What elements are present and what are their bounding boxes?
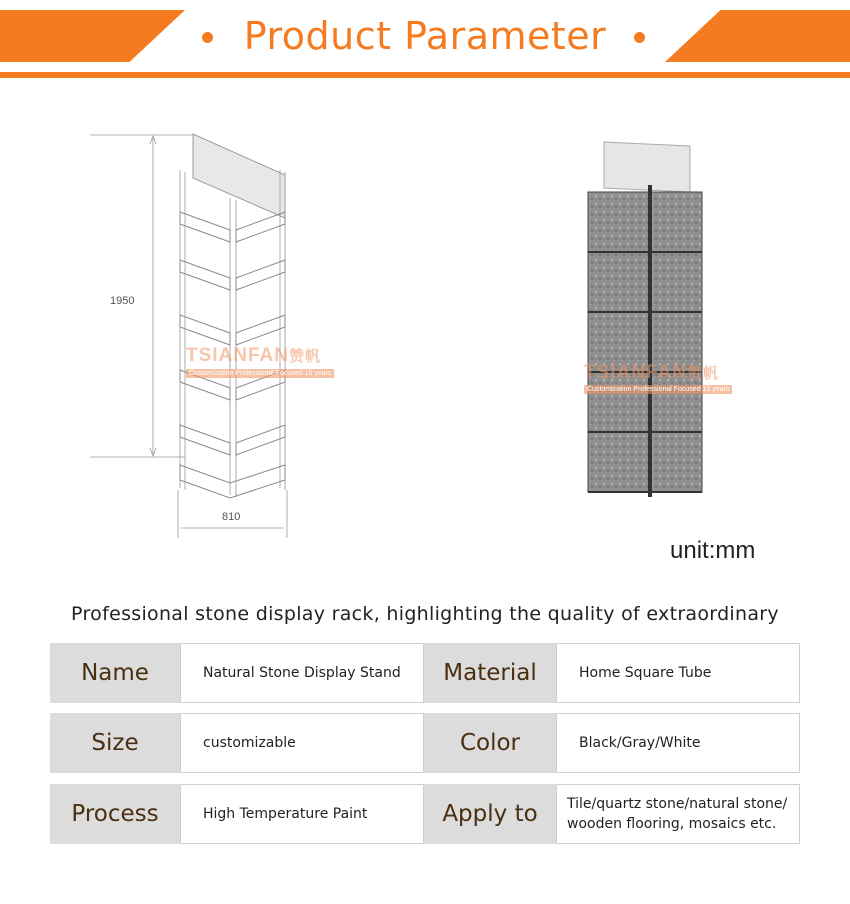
param-row-process bbox=[50, 784, 800, 844]
rack-render-svg bbox=[570, 130, 730, 510]
param-value-material: Home Square Tube bbox=[556, 643, 800, 703]
height-dimension-label: 1950 bbox=[110, 295, 135, 307]
width-dimension-label: 810 bbox=[222, 511, 241, 523]
rack-line-drawing bbox=[90, 120, 340, 545]
param-value-size: customizable bbox=[180, 713, 424, 773]
watermark-logo: TSIANFAN赞帆 bbox=[186, 345, 322, 366]
watermark-logo-right: TSIANFAN赞帆 bbox=[584, 362, 720, 383]
banner-underline bbox=[0, 72, 850, 78]
param-row-size bbox=[50, 713, 800, 773]
rack-wireframe-svg bbox=[90, 120, 340, 545]
header-banner bbox=[0, 0, 850, 80]
param-value-apply-to: Tile/quartz stone/natural stone/ wooden flooring, mosaics etc. bbox=[556, 784, 800, 844]
param-label-apply-to: Apply to bbox=[424, 784, 556, 844]
watermark-tagline-right: Customization Professional Focused 15 years bbox=[584, 385, 732, 394]
rack-render-image bbox=[570, 130, 730, 510]
param-label-material: Material bbox=[424, 643, 556, 703]
param-value-name: Natural Stone Display Stand bbox=[180, 643, 424, 703]
param-label-color: Color bbox=[424, 713, 556, 773]
product-tagline: Professional stone display rack, highlighting the quality of extraordinary bbox=[71, 603, 779, 625]
page-title: Product Parameter bbox=[243, 14, 607, 58]
param-label-process: Process bbox=[50, 784, 180, 844]
param-value-color: Black/Gray/White bbox=[556, 713, 800, 773]
param-value-process: High Temperature Paint bbox=[180, 784, 424, 844]
param-row-name bbox=[50, 643, 800, 703]
param-label-size: Size bbox=[50, 713, 180, 773]
unit-label: unit:mm bbox=[670, 537, 756, 564]
param-label-name: Name bbox=[50, 643, 180, 703]
watermark-tagline: Customization Professional Focused 15 years bbox=[186, 369, 334, 378]
